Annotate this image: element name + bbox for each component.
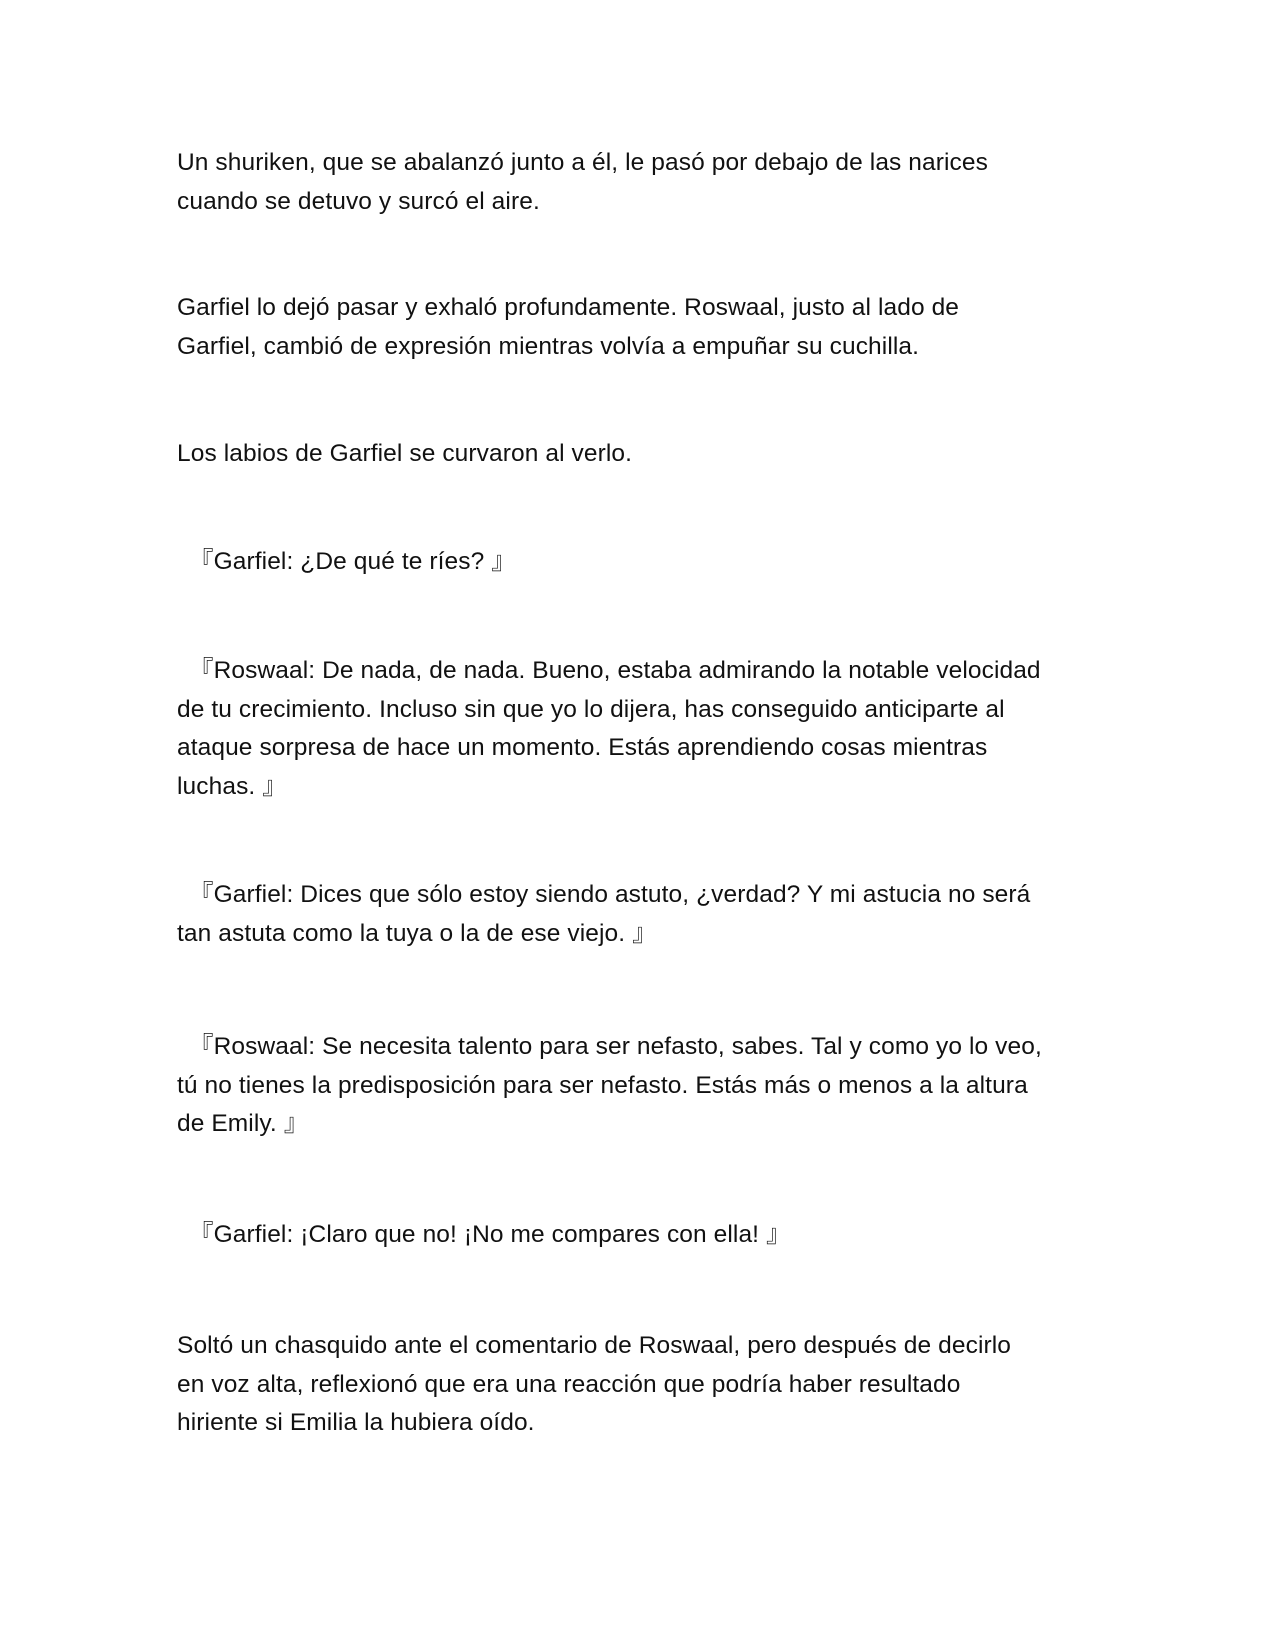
text-line: hiriente si Emilia la hubiera oído. — [177, 1409, 535, 1436]
text-line: tan astuta como la tuya o la de ese viejo. 』 — [177, 919, 657, 947]
text-line: luchas. 』 — [177, 772, 287, 800]
paragraph-narration-2 — [177, 289, 1107, 366]
text-line: en voz alta, reflexionó que era una reacción que podría haber resultado — [177, 1370, 961, 1398]
text-line: 『Roswaal: De nada, de nada. Bueno, estaba admirando la notable velocidad — [189, 657, 1041, 684]
text-line: 『Garfiel: ¡Claro que no! ¡No me compares con ella! 』 — [189, 1221, 791, 1248]
paragraph-narration-1 — [177, 144, 1107, 221]
text-line: ataque sorpresa de hace un momento. Estás aprendiendo cosas mientras — [177, 734, 988, 761]
dialogue-roswaal-1 — [177, 652, 1107, 806]
text-line: cuando se detuvo y surcó el aire. — [177, 187, 540, 215]
dialogue-roswaal-2 — [177, 1028, 1107, 1144]
dialogue-garfiel-3 — [177, 1216, 1119, 1255]
text-line: 『Garfiel: ¿De qué te ríes? 』 — [189, 548, 516, 575]
text-line: 『Garfiel: Dices que sólo estoy siendo astuto, ¿verdad? Y mi astucia no será — [189, 881, 1031, 908]
dialogue-garfiel-1 — [177, 543, 1119, 582]
text-line: Garfiel, cambió de expresión mientras volvía a empuñar su cuchilla. — [177, 332, 920, 360]
text-line: tú no tienes la predisposición para ser nefasto. Estás más o menos a la altura — [177, 1071, 1028, 1099]
paragraph-narration-4 — [177, 1327, 1107, 1443]
paragraph-narration-3 — [177, 435, 1107, 474]
text-line: Los labios de Garfiel se curvaron al verlo. — [177, 440, 633, 467]
text-line: Un shuriken, que se abalanzó junto a él, le pasó por debajo de las narices — [177, 149, 988, 176]
dialogue-garfiel-2 — [177, 876, 1107, 953]
text-line: Soltó un chasquido ante el comentario de Roswaal, pero después de decirlo — [177, 1332, 1012, 1359]
text-line: de tu crecimiento. Incluso sin que yo lo dijera, has conseguido anticiparte al — [177, 695, 1005, 723]
text-line: Garfiel lo dejó pasar y exhaló profundamente. Roswaal, justo al lado de — [177, 294, 960, 321]
text-line: 『Roswaal: Se necesita talento para ser nefasto, sabes. Tal y como yo lo veo, — [189, 1033, 1042, 1060]
text-line: de Emily. 』 — [177, 1110, 309, 1137]
